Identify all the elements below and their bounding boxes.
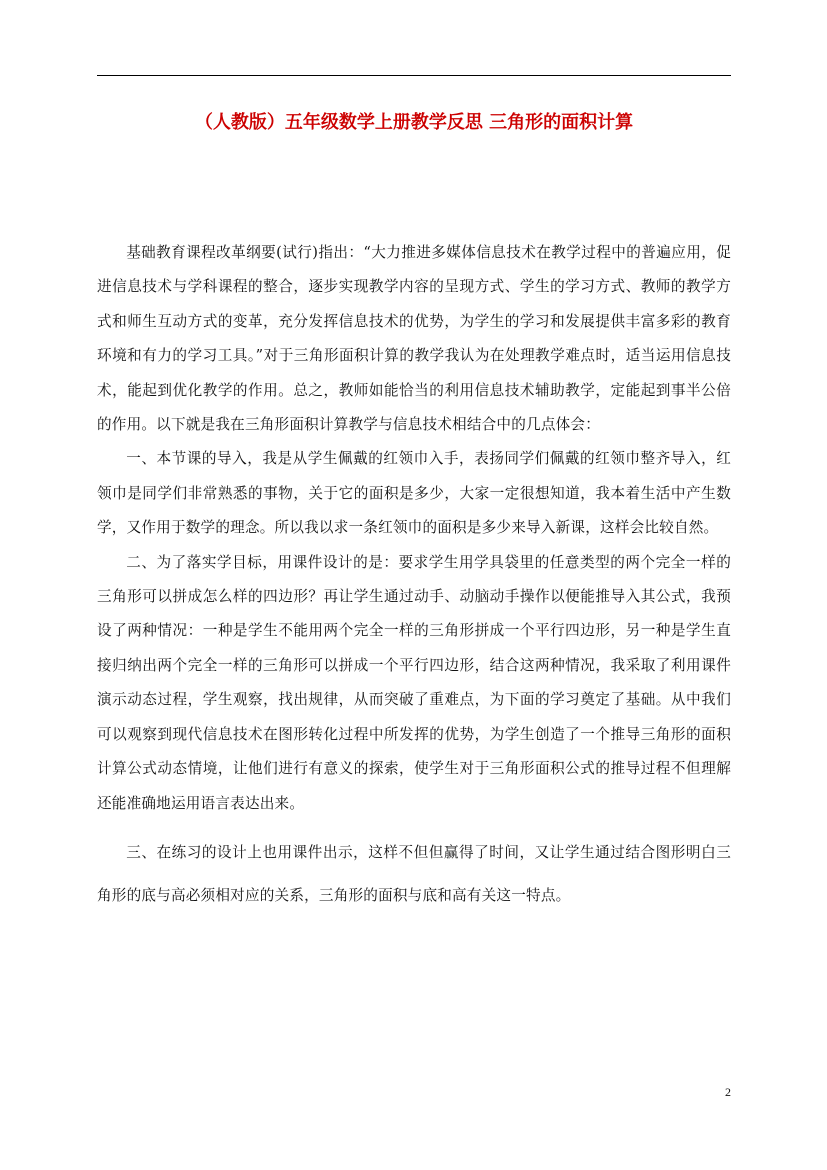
- document-title: （人教版）五年级数学上册教学反思 三角形的面积计算: [194, 112, 634, 133]
- paragraph-point-one: 一、本节课的导入，我是从学生佩戴的红领巾入手，表扬同学们佩戴的红领巾整齐导入，红领巾是同学们非常熟悉的事物，关于它的面积是多少，大家一定很想知道，我本着生活中产生数学，又作用于数学的理念。所以我以求一条红领巾的面积是多少来导入新课，这样会比较自然。: [97, 450, 731, 537]
- page-number: 2: [725, 1085, 731, 1099]
- paragraph-intro: 基础教育课程改革纲要(试行)指出：“大力推进多媒体信息技术在教学过程中的普遍应用，促进信息技术与学科课程的整合，逐步实现教学内容的呈现方式、学生的学习方式、教师的教学方式和师生互动方式的变革，充分发挥信息技术的优势，为学生的学习和发展提供丰富多彩的教育环境和有力的学习工具。”对于三角形面积计算的教学我认为在处理教学难点时，适当运用信息技术，能起到优化教学的作用。总之，教师如能恰当的利用信息技术辅助教学，定能起到事半公倍的作用。以下就是我在三角形面积计算教学与信息技术相结合中的几点体会：: [97, 244, 731, 434]
- document-body: [97, 236, 731, 917]
- header-rule: [97, 75, 731, 76]
- paragraph-point-two: 二、为了落实学目标，用课件设计的是：要求学生用学具袋里的任意类型的两个完全一样的三角形可以拼成怎么样的四边形？再让学生通过动手、动脑动手操作以便能推导入其公式，我预设了两种情况：一种是学生不能用两个完全一样的三角形拼成一个平行四边形，另一种是学生直接归纳出两个完全一样的三角形可以拼成一个平行四边形，结合这两种情况，我采取了利用课件演示动态过程，学生观察，找出规律，从而突破了重难点，为下面的学习奠定了基础。从中我们可以观察到现代信息技术在图形转化过程中所发挥的优势，为学生创造了一个推导三角形的面积计算公式动态情境，让他们进行有意义的探索，使学生对于三角形面积公式的推导过程不但理解还能准确地运用语言表达出来。: [97, 553, 731, 812]
- paragraph-point-three: 三、在练习的设计上也用课件出示，这样不但但赢得了时间，又让学生通过结合图形明白三角形的底与高必须相对应的关系，三角形的面积与底和高有关这一特点。: [97, 843, 731, 904]
